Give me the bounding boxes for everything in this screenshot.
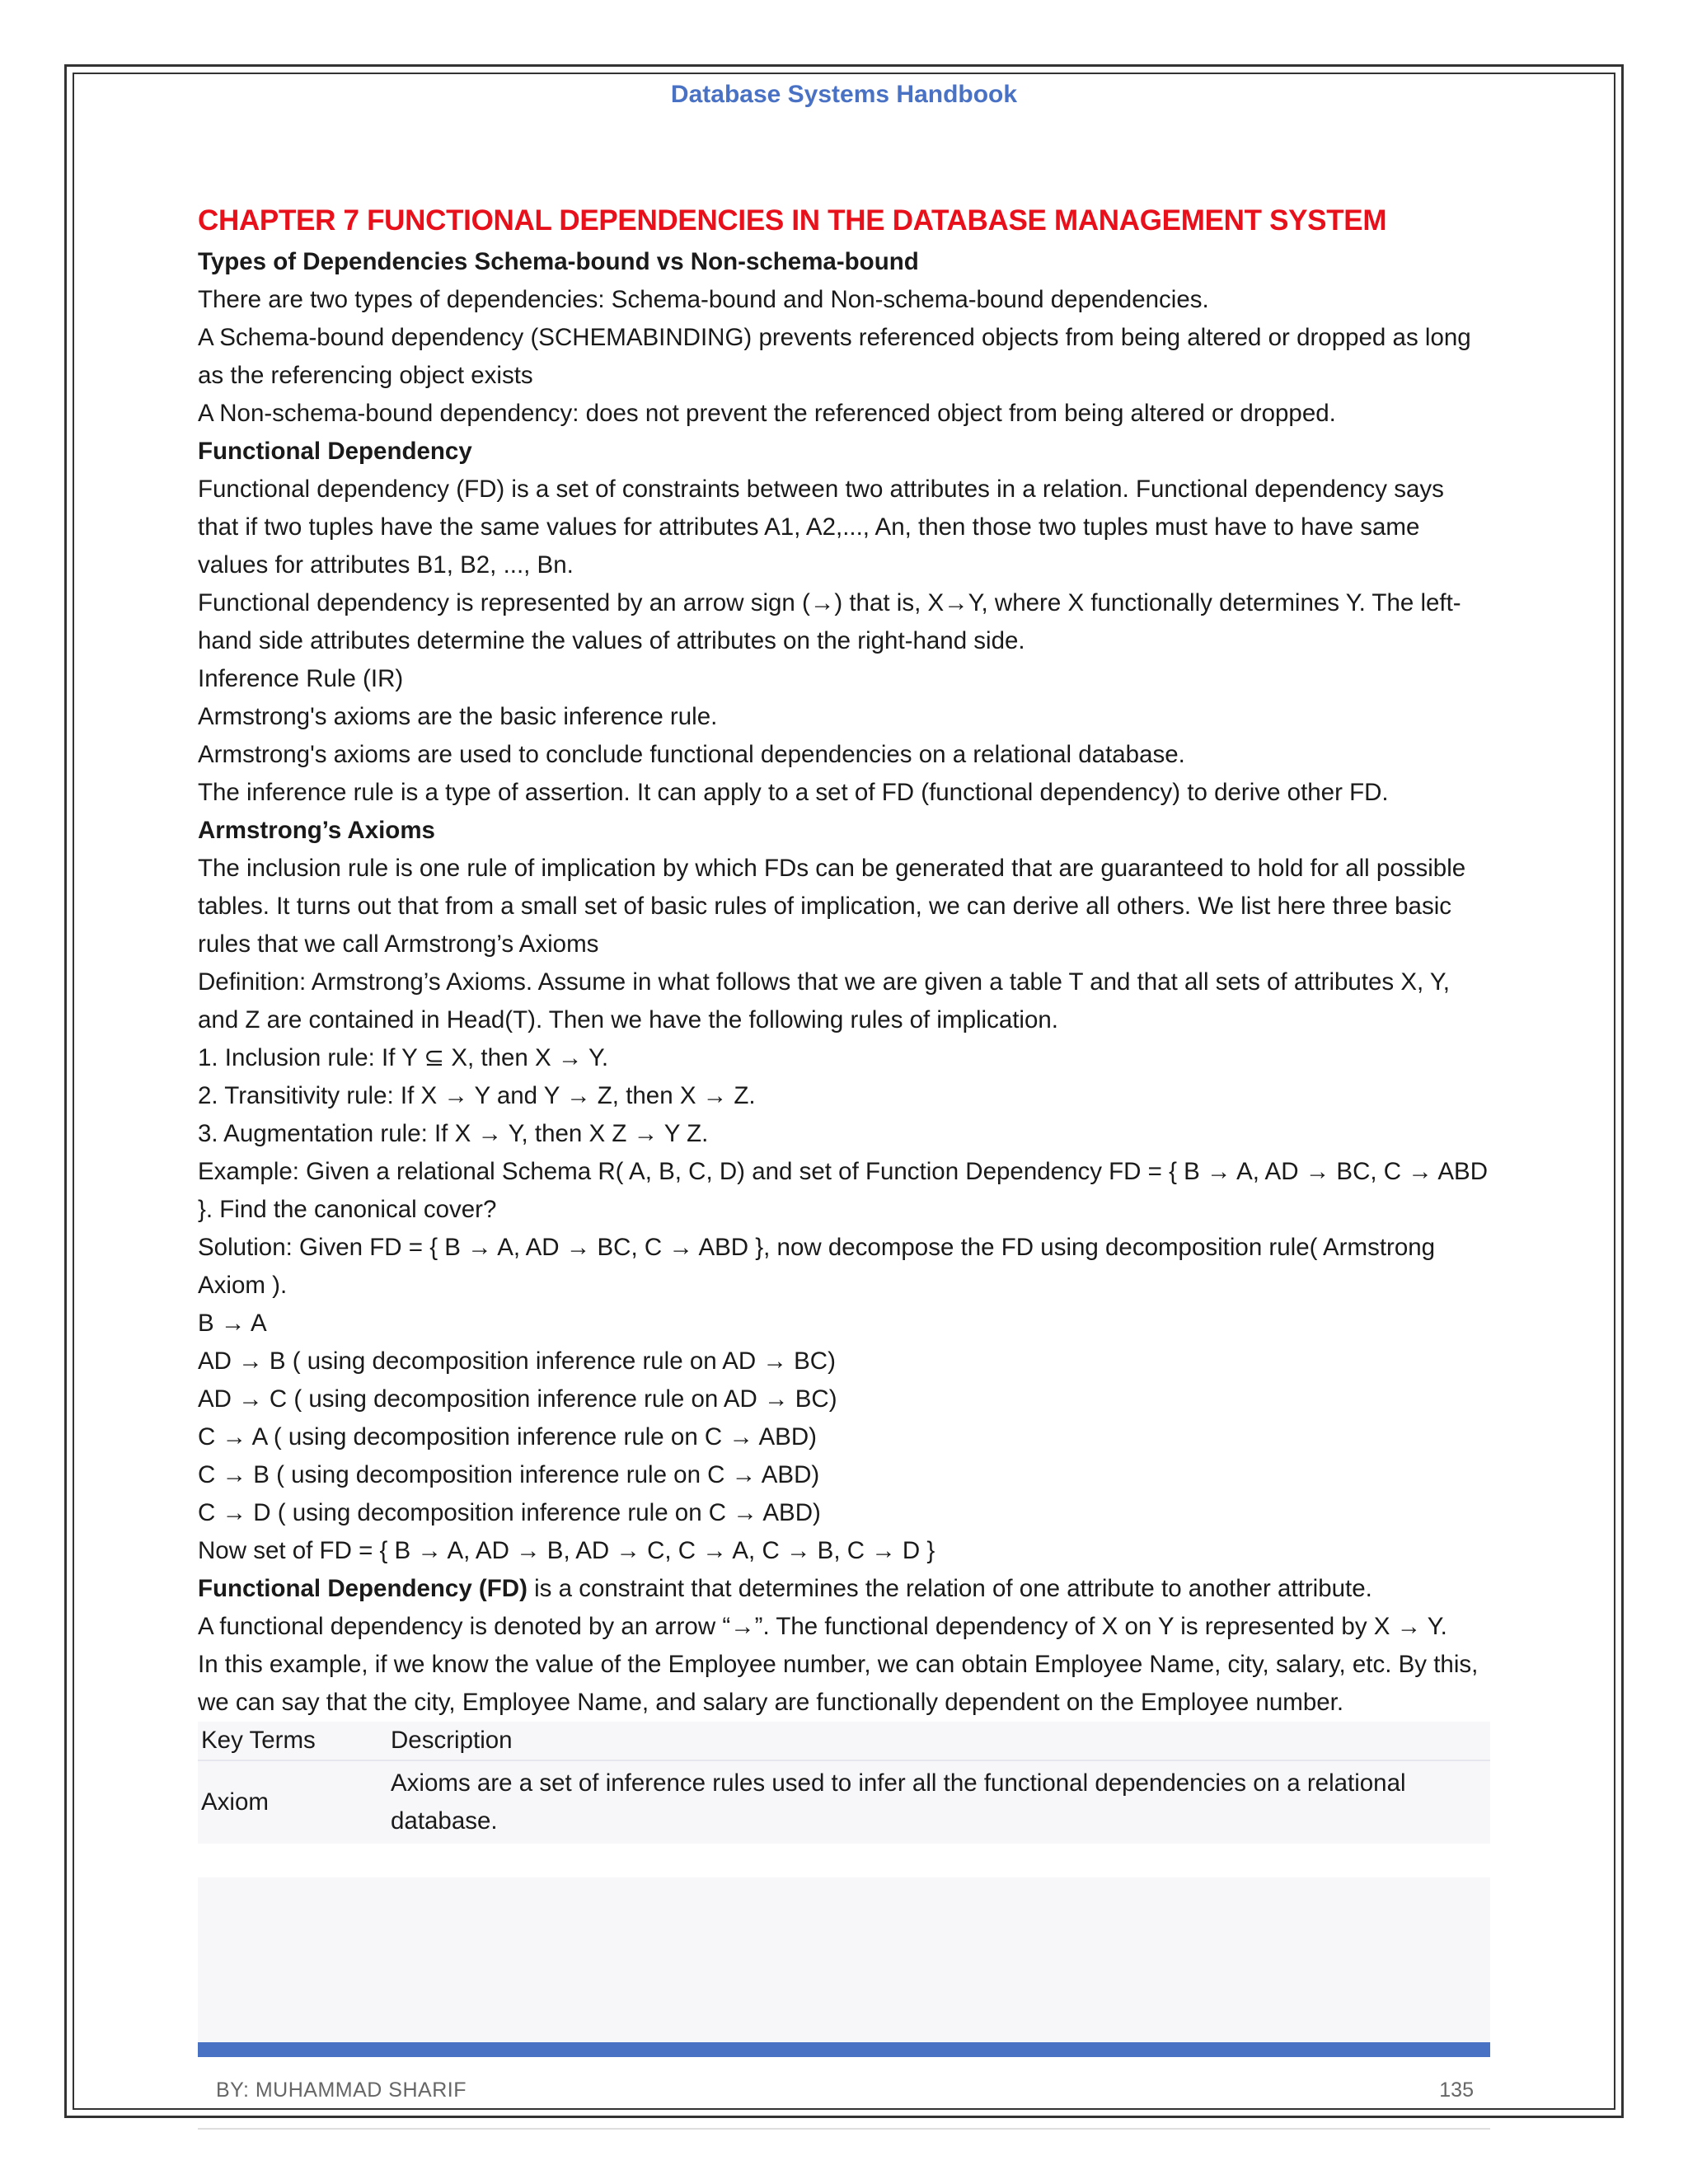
paragraph: Inference Rule (IR) [198, 665, 404, 692]
paragraph: The inclusion rule is one rule of implication by which FDs can be generated that are guaranteed to hold for all possible tables. It turns out that from a small set of basic rules of implication, we can derive all others. We list here three basic rules that we call Armstrong’s Axioms [198, 855, 1466, 958]
paragraph-text: is a constraint that determines the relation of one attribute to another attribute. [527, 1575, 1372, 1602]
paragraph: Solution: Given FD = { B → A, AD → BC, C → ABD }, now decompose the FD using decomposition rule( Armstrong Axiom ). [198, 1234, 1436, 1299]
paragraph: Functional dependency (FD) is a set of constraints between two attributes in a relation. Functional dependency says that if two tuples have the same values for attributes A1, A2,..., An, then those two tuples must have to have same values for attributes B1, B2, ..., Bn. [198, 476, 1444, 579]
paragraph: A functional dependency is denoted by an arrow “→”. The functional dependency of X on Y is represented by X → Y. [198, 1613, 1447, 1640]
table-header-cell: Description [387, 1722, 1490, 1760]
fd-line: B → A [198, 1310, 267, 1337]
rule-item: 1. Inclusion rule: If Y ⊆ X, then X → Y. [198, 1044, 609, 1071]
rule-item: 3. Augmentation rule: If X → Y, then X Z → Y Z. [198, 1120, 709, 1147]
rule-item: 2. Transitivity rule: If X → Y and Y → Z, then X → Z. [198, 1082, 756, 1109]
fd-line: C → D ( using decomposition inference rule on C → ABD) [198, 1499, 821, 1526]
paragraph [198, 1570, 1490, 1608]
paragraph: The inference rule is a type of assertion. It can apply to a set of FD (functional dependency) to derive other FD. [198, 779, 1389, 806]
table-cell-term: Axiom [201, 1788, 269, 1816]
section-heading: Armstrong’s Axioms [198, 817, 435, 844]
paragraph: In this example, if we know the value of the Employee number, we can obtain Employee Name, city, salary, etc. By this, we can say that the city, Employee Name, and salary are functionally dependent on the Employee number. [198, 1651, 1479, 1716]
table-header-cell: Key Terms [198, 1722, 387, 1760]
fd-line: C → A ( using decomposition inference rule on C → ABD) [198, 1423, 817, 1451]
paragraph: There are two types of dependencies: Schema-bound and Non-schema-bound dependencies. [198, 286, 1209, 313]
paragraph: Definition: Armstrong’s Axioms. Assume in what follows that we are given a table T and that all sets of attributes X, Y, and Z are contained in Head(T). Then we have the following rules of implication. [198, 968, 1450, 1033]
fd-line: C → B ( using decomposition inference rule on C → ABD) [198, 1461, 820, 1488]
paragraph: A Non-schema-bound dependency: does not prevent the referenced object from being altered or dropped. [198, 400, 1336, 427]
paragraph: Armstrong's axioms are the basic inference rule. [198, 703, 718, 730]
fd-line: AD → C ( using decomposition inference rule on AD → BC) [198, 1385, 837, 1413]
bottom-shaded-area [198, 1877, 1490, 2042]
footer-blue-bar [198, 2042, 1490, 2057]
paragraph: A Schema-bound dependency (SCHEMABINDING) prevents referenced objects from being altered or dropped as long as the referencing object exists [198, 324, 1471, 389]
paragraph: Example: Given a relational Schema R( A, B, C, D) and set of Function Dependency FD = { B → A, AD → BC, C → ABD }. Find the canonical cover? [198, 1158, 1488, 1223]
footer-page-number: 135 [1439, 2079, 1474, 2102]
running-header: Database Systems Handbook [670, 81, 1018, 108]
section-heading: Functional Dependency [198, 438, 472, 465]
page-content [198, 200, 1490, 1844]
section-heading: Types of Dependencies Schema-bound vs Non-schema-bound [198, 248, 919, 275]
paragraph: Armstrong's axioms are used to conclude functional dependencies on a relational database. [198, 741, 1185, 768]
fd-line: Now set of FD = { B → A, AD → B, AD → C, C → A, C → B, C → D } [198, 1537, 935, 1564]
table-cell-description: Axioms are a set of inference rules used to infer all the functional dependencies on a relational database. [391, 1769, 1406, 1835]
bottom-divider [198, 2128, 1490, 2130]
bold-term: Functional Dependency (FD) [198, 1575, 528, 1602]
key-terms-table [198, 1722, 1490, 1844]
table-header-row [198, 1722, 1490, 1760]
table-row [198, 1760, 1490, 1844]
footer-author: BY: MUHAMMAD SHARIF [216, 2079, 467, 2102]
paragraph: Functional dependency is represented by an arrow sign (→) that is, X→Y, where X functionally determines Y. The left-hand side attributes determine the values of attributes on the right-hand side. [198, 589, 1461, 654]
chapter-title: CHAPTER 7 FUNCTIONAL DEPENDENCIES IN THE DATABASE MANAGEMENT SYSTEM [198, 204, 1387, 237]
fd-line: AD → B ( using decomposition inference rule on AD → BC) [198, 1347, 836, 1375]
